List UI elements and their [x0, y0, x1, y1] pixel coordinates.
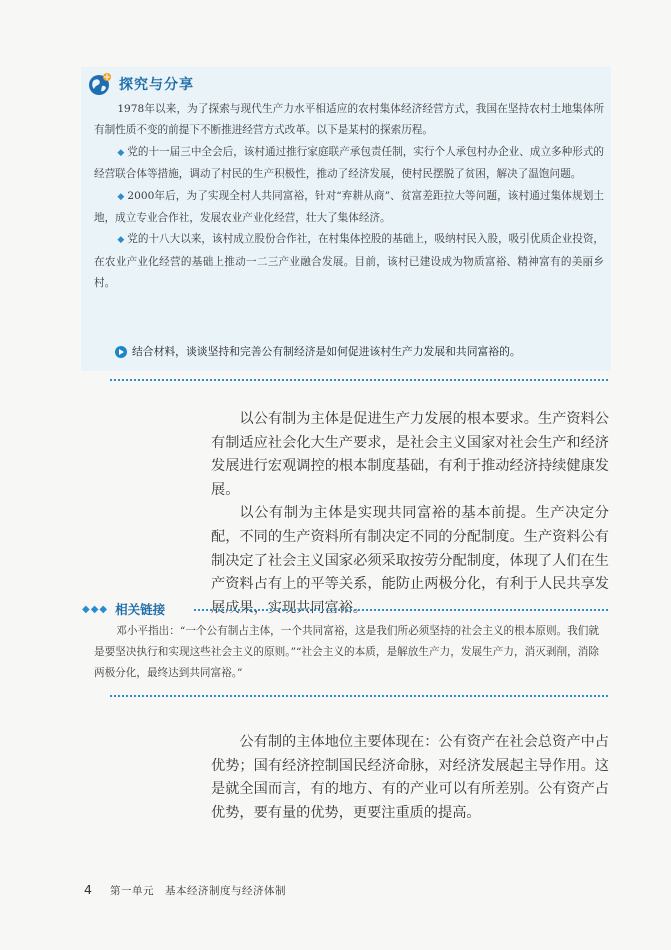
unit-title: 第一单元 基本经济制度与经济体制 — [109, 885, 286, 897]
diamond-bullet-icon: ◆ — [117, 235, 125, 246]
related-link-body — [94, 621, 599, 684]
diamond-bullet-icon: ◆ — [117, 191, 125, 202]
explore-header — [87, 71, 194, 97]
main-text-block-1 — [211, 408, 609, 620]
paragraph: 公有制的主体地位主要体现在：公有资产在社会总资产中占优势；国有经济控制国民经济命脉，对经济发展起主导作用。这是就全国而言，有的地方、有的产业可以有所差别。公有资产占优势，要有量的优势，更要注重质的提高。 — [211, 734, 609, 821]
dotted-divider — [194, 609, 608, 611]
diamond-bullet-icon: ◆ — [117, 147, 125, 158]
prompt-text: 结合材料，谈谈坚持和完善公有制经济是如何促进该村生产力发展和共同富裕的。 — [132, 345, 521, 358]
dotted-divider — [110, 695, 608, 697]
quote-text: 邓小平指出：“一个公有制占主体，一个共同富裕，这是我们所必须坚持的社会主义的根本原则。我们就是要坚决执行和实现这些社会主义的原则。”“社会主义的本质，是解放生产力，发展生产力，消灭剥削，消除两极分化，最终达到共同富裕。” — [94, 625, 599, 679]
paragraph: 以公有制为主体是实现共同富裕的基本前提。生产决定分配，不同的生产资料所有制决定不同的分配制度。生产资料公有制决定了社会主义国家必须采取按劳分配制度，体现了人们在生产资料占有上的平等关系，能防止两极分化，有利于人民共享发展成果，实现共同富裕。 — [211, 505, 609, 616]
main-text-block-2 — [211, 731, 609, 825]
explore-body — [94, 99, 604, 295]
globe-icon — [87, 71, 113, 97]
page-footer — [84, 882, 286, 898]
page-number: 4 — [84, 882, 92, 897]
explore-and-share-box — [81, 67, 611, 371]
explore-title: 探究与分享 — [119, 77, 194, 93]
play-arrow-icon — [115, 346, 127, 358]
diamond-icons: ◆◆◆ — [82, 603, 109, 615]
dotted-divider — [110, 379, 608, 381]
explore-item: ◆ 党的十八大以来，该村成立股份合作社，在村集体控股的基础上，吸纳村民入股，吸引优质企业投资，在农业产业化经营的基础上推动一二三产业融合发展。目前，该村已建设成为物质富裕、精神富有的美丽乡村。 — [94, 233, 605, 290]
explore-item: ◆ 2000年后，为了实现全村人共同富裕，针对“弃耕从商”、贫富差距拉大等问题，该村通过集体规划土地，成立专业合作社，发展农业产业化经营，壮大了集体经济。 — [94, 189, 604, 225]
explore-item: ◆ 党的十一届三中全会后，该村通过推行家庭联产承包责任制，实行个人承包村办企业、成立多种形式的经营联合体等措施，调动了村民的生产积极性，推动了经济发展，使村民摆脱了贫困，解决了温饱问题。 — [94, 145, 605, 181]
explore-intro: 1978年以来，为了探索与现代生产力水平相适应的农村集体经济经营方式，我国在坚持农村土地集体所有制性质不变的前提下不断推进经营方式改革。以下是某村的探索历程。 — [94, 103, 604, 137]
related-link-title: 相关链接 — [115, 602, 166, 617]
discussion-prompt — [115, 344, 521, 359]
related-link-header — [82, 600, 165, 618]
paragraph: 以公有制为主体是促进生产力发展的根本要求。生产资料公有制适应社会化大生产要求，是社会主义国家对社会生产和经济发展进行宏观调控的根本制度基础，有利于推动经济持续健康发展。 — [211, 411, 609, 498]
